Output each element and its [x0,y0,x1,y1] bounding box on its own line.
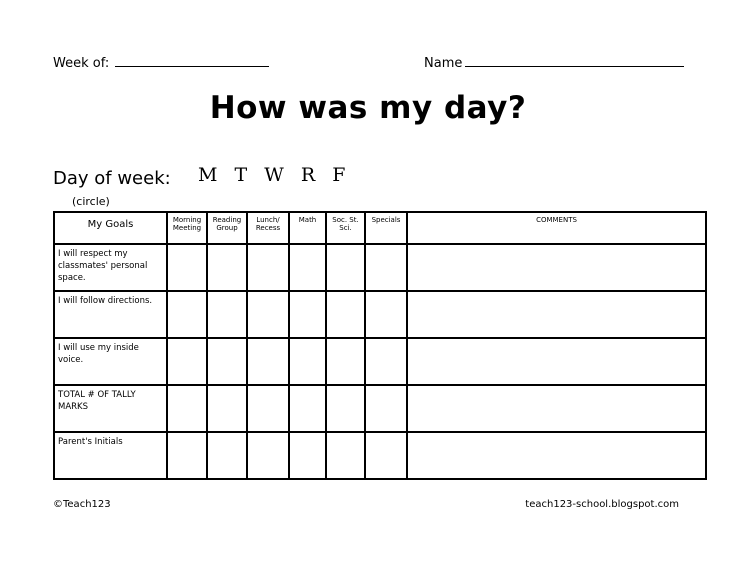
table-row [54,244,706,291]
column-header-math: Math [289,212,326,244]
table-row [54,338,706,385]
cell-morning-meeting[interactable] [167,291,207,338]
circle-instruction: (circle) [72,195,110,208]
cell-lunch-recess[interactable] [247,385,289,432]
column-header-reading-group: Reading Group [207,212,247,244]
cell-lunch-recess[interactable] [247,244,289,291]
cell-morning-meeting[interactable] [167,244,207,291]
cell-math[interactable] [289,385,326,432]
column-header-morning-meeting: Morning Meeting [167,212,207,244]
week-of-field: Week of: [53,54,269,71]
cell-math[interactable] [289,338,326,385]
cell-comments[interactable] [407,244,706,291]
goal-follow-directions: I will follow directions. [54,291,167,338]
day-option-thursday[interactable]: R [300,164,316,186]
week-of-label: Week of [53,56,105,71]
day-of-week-label: Day of week: [53,168,171,189]
column-header-goals: My Goals [54,212,167,244]
total-tally-marks: TOTAL # OF TALLY MARKS [54,385,167,432]
cell-comments[interactable] [407,291,706,338]
day-option-monday[interactable]: M [198,164,218,186]
cell-specials[interactable] [365,385,407,432]
day-option-wednesday[interactable]: W [264,164,284,186]
column-header-lunch-recess: Lunch/ Recess [247,212,289,244]
blog-url: teach123-school.blogspot.com [525,499,679,510]
cell-morning-meeting[interactable] [167,432,207,479]
cell-lunch-recess[interactable] [247,432,289,479]
cell-reading-group[interactable] [207,432,247,479]
cell-soc-st-sci[interactable] [326,244,365,291]
cell-specials[interactable] [365,338,407,385]
day-option-tuesday[interactable]: T [234,164,248,186]
page-title: How was my day? [209,90,527,126]
name-field [424,54,684,71]
cell-soc-st-sci[interactable] [326,291,365,338]
name-blank[interactable] [465,54,684,67]
day-of-week-options [198,164,354,186]
cell-math[interactable] [289,432,326,479]
cell-lunch-recess[interactable] [247,291,289,338]
goal-respect-space: I will respect my classmates' personal space. [54,244,167,291]
day-option-friday[interactable]: F [332,164,346,186]
cell-comments[interactable] [407,338,706,385]
cell-math[interactable] [289,244,326,291]
cell-morning-meeting[interactable] [167,385,207,432]
cell-specials[interactable] [365,291,407,338]
column-header-comments: COMMENTS [407,212,706,244]
column-header-specials: Specials [365,212,407,244]
column-header-soc-st-sci: Soc. St. Sci. [326,212,365,244]
name-label: Name [424,56,463,71]
cell-specials[interactable] [365,432,407,479]
cell-lunch-recess[interactable] [247,338,289,385]
table-row [54,291,706,338]
cell-reading-group[interactable] [207,338,247,385]
week-of-blank[interactable] [115,54,269,67]
header-row [54,212,706,244]
cell-soc-st-sci[interactable] [326,338,365,385]
cell-reading-group[interactable] [207,291,247,338]
goal-inside-voice: I will use my inside voice. [54,338,167,385]
cell-specials[interactable] [365,244,407,291]
table-row [54,385,706,432]
cell-comments[interactable] [407,432,706,479]
cell-soc-st-sci[interactable] [326,385,365,432]
behavior-chart [53,211,707,480]
cell-comments[interactable] [407,385,706,432]
cell-morning-meeting[interactable] [167,338,207,385]
cell-soc-st-sci[interactable] [326,432,365,479]
cell-math[interactable] [289,291,326,338]
copyright-notice: ©Teach123 [53,499,111,510]
parents-initials: Parent's Initials [54,432,167,479]
cell-reading-group[interactable] [207,244,247,291]
cell-reading-group[interactable] [207,385,247,432]
table-row [54,432,706,479]
